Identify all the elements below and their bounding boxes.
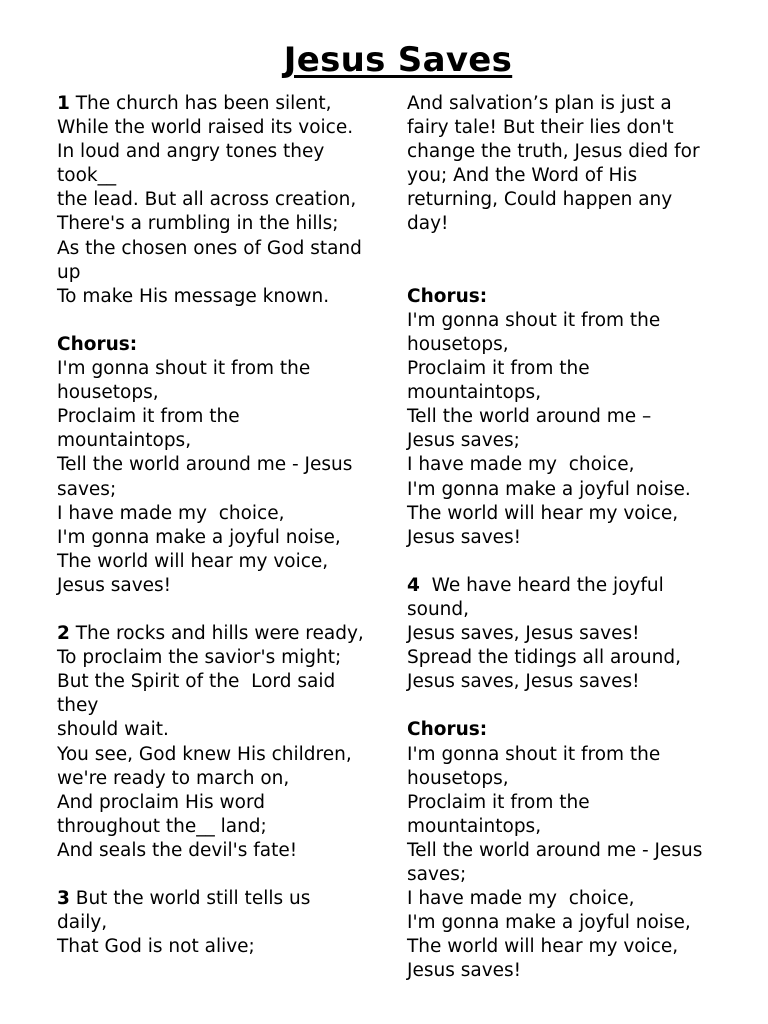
lyric-line xyxy=(57,887,397,911)
lyric-line xyxy=(57,285,397,309)
lyric-line xyxy=(57,237,397,261)
lyric-line xyxy=(407,92,737,116)
lyric-text: I'm gonna make a joyful noise, xyxy=(407,912,691,934)
lyric-text: That God is not alive; xyxy=(57,936,255,958)
lyric-text: I'm gonna make a joyful noise. xyxy=(407,478,691,500)
lyric-line xyxy=(57,164,397,188)
lyric-text: saves; xyxy=(407,864,467,885)
lyric-line xyxy=(407,188,737,212)
blank-line xyxy=(407,694,737,718)
lyric-text: throughout the__ land; xyxy=(57,815,267,837)
lyric-text: And salvation’s plan is just a xyxy=(407,93,672,114)
lyric-text: Proclaim it from the xyxy=(407,791,590,813)
lyric-line xyxy=(57,815,397,839)
lyric-text: I'm gonna shout it from the xyxy=(407,743,661,765)
lyric-text: fairy tale! But their lies don't xyxy=(407,117,674,139)
lyric-line xyxy=(407,646,737,670)
lyric-text: daily, xyxy=(57,912,108,934)
lyric-line xyxy=(407,453,737,477)
lyric-text: housetops, xyxy=(407,333,509,355)
lyric-line xyxy=(57,767,397,791)
lyric-line xyxy=(57,622,397,646)
lyric-line xyxy=(57,743,397,767)
lyric-line xyxy=(57,429,397,453)
lyric-text: day! xyxy=(407,213,449,235)
lyric-line xyxy=(57,357,397,381)
lyric-text: And proclaim His word xyxy=(57,791,265,813)
lyric-line xyxy=(407,526,737,550)
lyric-line xyxy=(407,164,737,188)
lyric-text: As the chosen ones of God stand xyxy=(57,237,362,259)
lyric-line xyxy=(407,333,737,357)
lyric-text: But the world still tells us xyxy=(69,888,311,910)
lyric-line xyxy=(407,574,737,598)
lyric-line xyxy=(407,429,737,453)
lyric-text: The church has been silent, xyxy=(69,93,332,114)
lyric-line xyxy=(407,670,737,694)
lyric-text: mountaintops, xyxy=(407,382,542,404)
lyric-line xyxy=(57,502,397,526)
lyric-text: There's a rumbling in the hills; xyxy=(57,213,339,235)
lyric-text: Tell the world around me – xyxy=(407,406,652,428)
lyric-line xyxy=(57,381,397,405)
lyric-line xyxy=(407,381,737,405)
lyric-line xyxy=(57,791,397,815)
lyric-text: I'm gonna shout it from the xyxy=(407,309,661,331)
lyric-line xyxy=(57,550,397,574)
blank-line xyxy=(57,309,397,333)
lyric-line xyxy=(407,791,737,815)
lyric-text: The world will hear my voice, xyxy=(407,502,679,524)
lyric-line xyxy=(57,718,397,742)
lyric-text: saves; xyxy=(57,478,117,500)
lyric-text: We have heard the joyful xyxy=(419,574,664,596)
lyric-text: Jesus saves; xyxy=(407,430,520,452)
lyric-line xyxy=(407,911,737,935)
lyric-text: took__ xyxy=(57,165,117,187)
lyric-line xyxy=(407,815,737,839)
lyric-line xyxy=(57,839,397,863)
lyric-line xyxy=(57,911,397,935)
blank-line xyxy=(57,598,397,622)
lyric-text: Jesus saves, Jesus saves! xyxy=(407,671,640,693)
lyric-text: Tell the world around me - Jesus xyxy=(57,454,353,476)
lyric-text: I have made my choice, xyxy=(407,888,635,910)
lyric-text: In loud and angry tones they xyxy=(57,141,325,163)
lyric-text: change the truth, Jesus died for xyxy=(407,141,700,163)
lyric-line xyxy=(57,212,397,236)
lyric-text: You see, God knew His children, xyxy=(57,743,352,765)
lyric-line xyxy=(407,622,737,646)
lyric-text: The world will hear my voice, xyxy=(407,936,679,958)
lyric-line xyxy=(407,357,737,381)
lyric-text: Jesus saves, Jesus saves! xyxy=(407,623,640,645)
lyric-line xyxy=(57,188,397,212)
lyric-line xyxy=(57,935,397,959)
chorus-heading: Chorus: xyxy=(57,333,138,355)
lyrics-column-right xyxy=(407,92,737,983)
lyric-text: I have made my choice, xyxy=(407,454,635,476)
lyric-text: I'm gonna shout it from the xyxy=(57,358,311,380)
verse-number: 2 xyxy=(57,623,70,645)
lyric-text: up xyxy=(57,261,81,283)
lyric-line xyxy=(407,502,737,526)
blank-line xyxy=(407,261,737,285)
chorus-heading: Chorus: xyxy=(407,719,488,741)
lyric-line xyxy=(57,116,397,140)
lyric-text: Tell the world around me - Jesus xyxy=(407,839,703,861)
lyric-line xyxy=(57,646,397,670)
lyric-text: we're ready to march on, xyxy=(57,767,290,789)
lyric-line xyxy=(57,670,397,694)
lyric-text: they xyxy=(57,695,99,717)
lyric-line xyxy=(57,92,397,116)
blank-line xyxy=(57,863,397,887)
lyric-text: you; And the Word of His xyxy=(407,165,638,187)
lyric-line xyxy=(407,767,737,791)
lyric-line xyxy=(57,574,397,598)
lyric-text: sound, xyxy=(407,598,470,620)
lyric-line xyxy=(407,935,737,959)
lyric-line xyxy=(407,309,737,333)
lyric-text: The rocks and hills were ready, xyxy=(69,623,364,645)
lyric-text: Proclaim it from the xyxy=(407,358,590,380)
lyric-line xyxy=(407,959,737,983)
lyric-text: But the Spirit of the Lord said xyxy=(57,671,336,693)
lyric-text: mountaintops, xyxy=(57,430,192,452)
lyric-text: To make His message known. xyxy=(57,285,330,307)
lyric-text: To proclaim the savior's might; xyxy=(57,647,342,669)
lyric-line xyxy=(407,212,737,236)
lyric-text: mountaintops, xyxy=(407,815,542,837)
lyric-text: The world will hear my voice, xyxy=(57,550,329,572)
lyric-line xyxy=(57,478,397,502)
lyric-text: I have made my choice, xyxy=(57,502,285,524)
lyric-text: housetops, xyxy=(57,382,159,404)
lyric-line xyxy=(57,453,397,477)
lyric-text: Spread the tidings all around, xyxy=(407,647,681,669)
lyric-text: housetops, xyxy=(407,767,509,789)
lyric-text: I'm gonna make a joyful noise, xyxy=(57,526,341,548)
lyric-line xyxy=(57,405,397,429)
lyric-line xyxy=(57,261,397,285)
lyrics-column-left xyxy=(57,92,397,959)
lyric-text: While the world raised its voice. xyxy=(57,117,354,139)
verse-number: 4 xyxy=(407,574,420,596)
lyric-line xyxy=(407,887,737,911)
lyric-line xyxy=(407,140,737,164)
chorus-heading: Chorus: xyxy=(407,285,488,307)
verse-number: 1 xyxy=(57,93,70,114)
blank-line xyxy=(407,550,737,574)
lyric-text: should wait. xyxy=(57,719,169,741)
lyric-text: the lead. But all across creation, xyxy=(57,189,357,211)
lyric-line xyxy=(407,863,737,887)
lyric-line xyxy=(407,743,737,767)
lyric-line xyxy=(407,839,737,863)
lyric-line xyxy=(407,116,737,140)
verse-number: 3 xyxy=(57,888,70,910)
lyric-text: And seals the devil's fate! xyxy=(57,839,298,861)
lyric-text: returning, Could happen any xyxy=(407,189,673,211)
lyric-line xyxy=(57,526,397,550)
lyric-line xyxy=(57,694,397,718)
lyric-text: Jesus saves! xyxy=(407,526,522,548)
lyric-line xyxy=(407,405,737,429)
lyric-line xyxy=(57,140,397,164)
lyric-text: Jesus saves! xyxy=(407,960,522,982)
lyric-line xyxy=(407,598,737,622)
blank-line xyxy=(407,237,737,261)
lyric-text: Proclaim it from the xyxy=(57,406,240,428)
page-title: Jesus Saves xyxy=(283,40,513,80)
lyric-text: Jesus saves! xyxy=(57,574,172,596)
lyric-line xyxy=(407,478,737,502)
